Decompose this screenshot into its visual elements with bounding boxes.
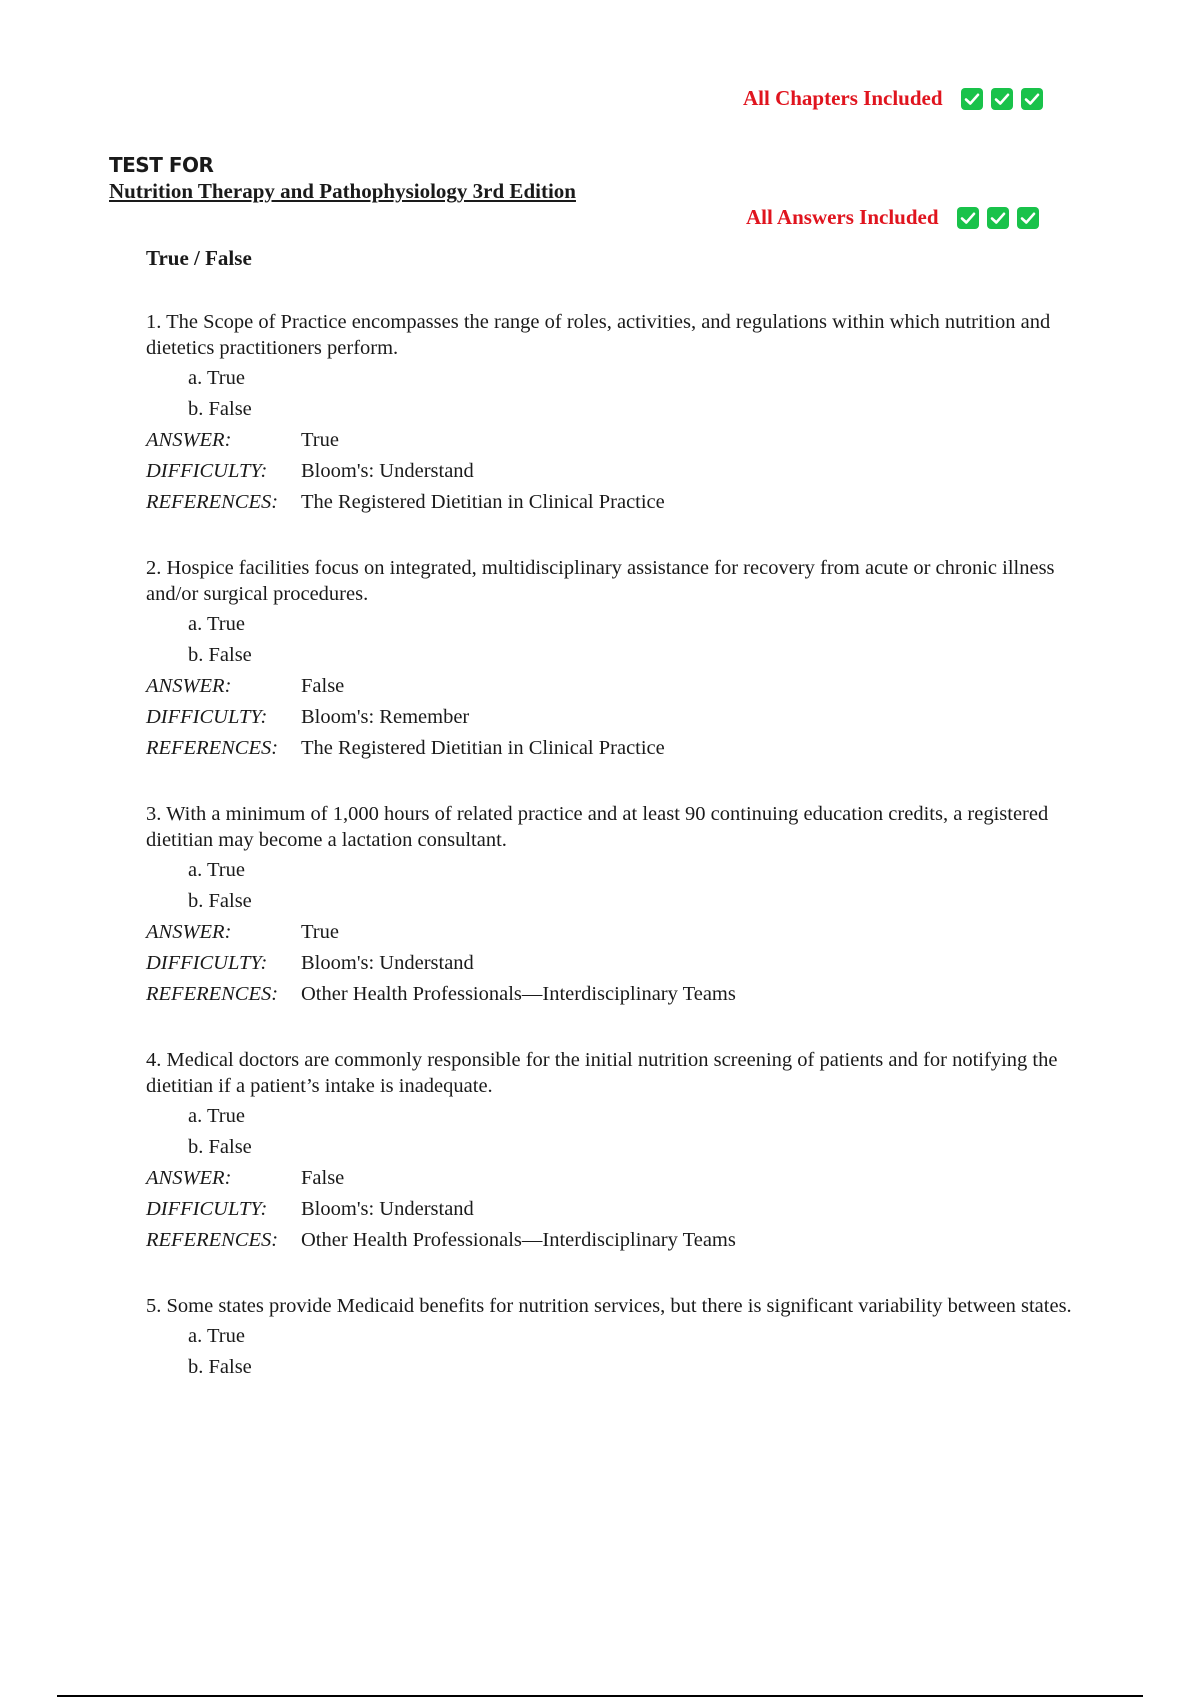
difficulty-row <box>146 702 1086 733</box>
difficulty-value: Bloom's: Understand <box>301 952 474 974</box>
chapters-included-badge <box>743 86 1043 111</box>
answer-row <box>146 671 1086 702</box>
answer-label: ANSWER: <box>146 921 232 943</box>
difficulty-value: Bloom's: Understand <box>301 460 474 482</box>
answer-row <box>146 917 1086 948</box>
option-false: b. False <box>188 1356 252 1378</box>
option-false: b. False <box>188 398 252 420</box>
chapters-checkmarks <box>953 88 1043 110</box>
difficulty-value: Bloom's: Understand <box>301 1198 474 1220</box>
answer-row <box>146 425 1086 456</box>
answer-value: True <box>301 921 339 943</box>
answer-label: ANSWER: <box>146 1167 232 1189</box>
difficulty-label: DIFFICULTY: <box>146 1198 268 1220</box>
references-label: REFERENCES: <box>146 1229 279 1251</box>
answers-badge-label: All Answers Included <box>746 205 939 229</box>
question-text: 4. Medical doctors are commonly responsible for the initial nutrition screening of patients and for notifying the dietitian if a patient’s intake is inadequate. <box>146 1049 1058 1097</box>
answer-label: ANSWER: <box>146 429 232 451</box>
option-false: b. False <box>188 1136 252 1158</box>
difficulty-label: DIFFICULTY: <box>146 706 268 728</box>
checkmark-icon <box>987 207 1009 229</box>
answers-included-badge <box>746 205 1039 230</box>
difficulty-row <box>146 1194 1086 1225</box>
references-row <box>146 733 1086 764</box>
answers-checkmarks <box>949 207 1039 229</box>
question-item <box>146 1293 1086 1383</box>
answer-label: ANSWER: <box>146 675 232 697</box>
references-value: Other Health Professionals—Interdisciplinary Teams <box>301 1229 736 1251</box>
question-text: 1. The Scope of Practice encompasses the range of roles, activities, and regulations within which nutrition and dietetics practitioners perform. <box>146 311 1051 359</box>
checkmark-icon <box>961 88 983 110</box>
difficulty-row <box>146 948 1086 979</box>
question-item <box>146 555 1086 764</box>
references-row <box>146 979 1086 1010</box>
option-true: a. True <box>188 367 245 389</box>
book-title: Nutrition Therapy and Pathophysiology 3rd Edition <box>109 179 576 203</box>
checkmark-icon <box>1017 207 1039 229</box>
checkmark-icon <box>1021 88 1043 110</box>
answer-value: True <box>301 429 339 451</box>
difficulty-label: DIFFICULTY: <box>146 952 268 974</box>
references-label: REFERENCES: <box>146 491 279 513</box>
references-row <box>146 1225 1086 1256</box>
option-true: a. True <box>188 1325 245 1347</box>
test-for-heading: TEST FOR <box>109 153 214 177</box>
option-true: a. True <box>188 859 245 881</box>
chapters-badge-label: All Chapters Included <box>743 86 943 110</box>
option-false: b. False <box>188 644 252 666</box>
question-item <box>146 801 1086 1010</box>
references-label: REFERENCES: <box>146 737 279 759</box>
checkmark-icon <box>957 207 979 229</box>
title-block <box>109 152 576 204</box>
question-text: 5. Some states provide Medicaid benefits for nutrition services, but there is significant variability between states. <box>146 1295 1072 1317</box>
difficulty-value: Bloom's: Remember <box>301 706 470 728</box>
checkmark-icon <box>991 88 1013 110</box>
question-text: 2. Hospice facilities focus on integrated, multidisciplinary assistance for recovery from acute or chronic illness and/or surgical procedures. <box>146 557 1055 605</box>
option-true: a. True <box>188 613 245 635</box>
answer-value: False <box>301 1167 345 1189</box>
references-row <box>146 487 1086 518</box>
question-item <box>146 309 1086 518</box>
section-heading: True / False <box>146 246 252 270</box>
references-value: The Registered Dietitian in Clinical Practice <box>301 737 665 759</box>
footer-divider <box>57 1695 1143 1697</box>
option-true: a. True <box>188 1105 245 1127</box>
answer-row <box>146 1163 1086 1194</box>
references-value: Other Health Professionals—Interdisciplinary Teams <box>301 983 736 1005</box>
answer-value: False <box>301 675 345 697</box>
question-item <box>146 1047 1086 1256</box>
question-text: 3. With a minimum of 1,000 hours of related practice and at least 90 continuing education credits, a registered dietitian may become a lactation consultant. <box>146 803 1049 851</box>
references-value: The Registered Dietitian in Clinical Practice <box>301 491 665 513</box>
difficulty-label: DIFFICULTY: <box>146 460 268 482</box>
option-false: b. False <box>188 890 252 912</box>
references-label: REFERENCES: <box>146 983 279 1005</box>
difficulty-row <box>146 456 1086 487</box>
